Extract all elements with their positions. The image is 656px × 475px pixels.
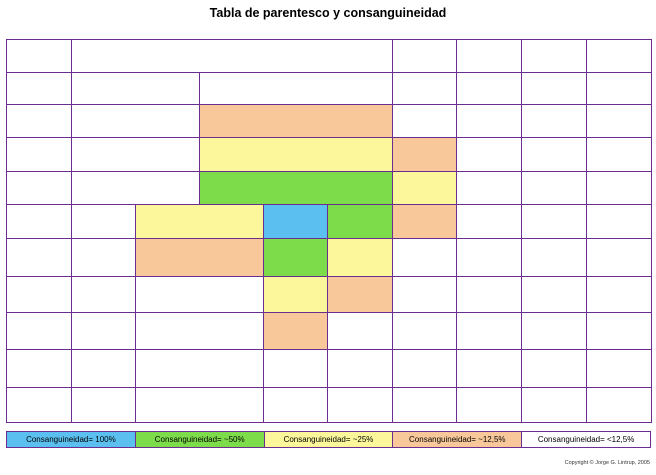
empty-cell	[521, 72, 587, 105]
empty-cell	[392, 387, 457, 423]
empty-cell	[456, 39, 522, 73]
empty-cell	[6, 349, 72, 388]
cell-tios-bisabuelos-segundos	[456, 104, 522, 138]
cell-tios-bisabuelos-terceros	[521, 104, 587, 138]
empty-cell	[521, 312, 587, 350]
cell-tiastros	[6, 171, 72, 205]
empty-cell	[71, 349, 136, 388]
copyright: Copyright © Jorge G. Lintrup, 2005	[564, 460, 650, 466]
empty-cell	[6, 104, 72, 138]
empty-cell	[6, 312, 72, 350]
cell-sobrinos-nietos-segundos	[392, 276, 457, 313]
cell-tios-bisabuelos	[392, 104, 457, 138]
cell-primos-cuartos	[586, 204, 652, 239]
empty-cell	[521, 39, 587, 73]
cell-sobrinos-nietos-terceros	[456, 276, 522, 313]
cell-hermanos	[327, 204, 393, 239]
cell-tios-tatarabuelos	[392, 72, 457, 105]
legend-100: Consanguineidad= 100%	[7, 432, 136, 447]
cell-sobrinastros-segundos	[6, 238, 72, 277]
cell-sobrinos-tataranietos	[327, 349, 393, 388]
empty-cell	[6, 387, 72, 423]
cell-nietos	[263, 276, 328, 313]
cell-tios-abuelos-segundos	[456, 137, 522, 172]
cell-padrastro	[71, 171, 200, 205]
cell-tios	[392, 171, 457, 205]
empty-cell	[6, 72, 72, 105]
empty-cell	[586, 349, 652, 388]
cell-hijos	[263, 238, 328, 277]
cell-probante	[263, 204, 328, 239]
legend	[6, 431, 651, 448]
legend-12-5: Consanguineidad= ~12,5%	[393, 432, 522, 447]
cell-cuartoabuelos	[71, 39, 393, 73]
cell-sobrinos-segundos	[392, 238, 457, 277]
cell-tios-abuelos-cuartos	[586, 137, 652, 172]
empty-cell	[586, 387, 652, 423]
cell-tios-tatarabuelos-segundos	[456, 72, 522, 105]
cell-choznos	[263, 387, 328, 423]
empty-cell	[135, 387, 264, 423]
cell-tios-cuartoabuelos	[392, 39, 457, 73]
cell-sobrinos-carnales	[327, 238, 393, 277]
cell-tios-abuelos-terceros	[521, 137, 587, 172]
cell-primos-hermanastros	[6, 204, 72, 239]
cell-tios-abuelos	[392, 137, 457, 172]
cell-sobrinos-bisnietos-terceros	[456, 312, 522, 350]
page-title: Tabla de parentesco y consanguineidad	[209, 6, 447, 20]
empty-cell	[586, 312, 652, 350]
empty-cell	[456, 349, 522, 388]
empty-cell	[586, 276, 652, 313]
cell-etc-1	[71, 312, 136, 350]
cell-tataranietos	[263, 349, 328, 388]
cell-sobrinos-nietos-cuartos	[521, 276, 587, 313]
cell-bisnietos	[263, 312, 328, 350]
cell-sobrinos-tataranietos-segundos	[392, 349, 457, 388]
cell-sobrinos-bisnietos-segundos	[392, 312, 457, 350]
empty-cell	[6, 39, 72, 73]
cell-tios-terceros	[521, 171, 587, 205]
cell-sobrinastros	[71, 238, 136, 277]
cell-nietastros	[71, 276, 136, 313]
cell-resobrinos	[327, 276, 393, 313]
empty-cell	[456, 387, 522, 423]
legend-50: Consanguineidad= ~50%	[136, 432, 265, 447]
empty-cell	[521, 349, 587, 388]
cell-tatarabuelastros	[71, 72, 200, 105]
cell-primos-segundos	[456, 204, 522, 239]
legend-lt-12-5: Consanguineidad= <12,5%	[522, 432, 650, 447]
empty-cell	[586, 39, 652, 73]
legend-25: Consanguineidad= ~25%	[265, 432, 394, 447]
cell-hermanastros	[71, 204, 136, 239]
cell-medio-hermanos	[135, 204, 264, 239]
cell-etc-2	[135, 349, 264, 388]
cell-bisabuelos	[199, 104, 393, 138]
cell-sobrinos-choznos	[327, 387, 393, 423]
cell-sobrinos-terceros	[456, 238, 522, 277]
empty-cell	[6, 137, 72, 172]
cell-tatarabuelos	[199, 72, 393, 105]
cell-bisabuelastros	[71, 104, 200, 138]
cell-medio-nietos	[135, 276, 264, 313]
cell-primos-terceros	[521, 204, 587, 239]
cell-medio-bisnietos	[135, 312, 264, 350]
cell-tios-cuartos	[586, 171, 652, 205]
cell-medio-sobrinos	[135, 238, 264, 277]
cell-sobrinos-cuartos	[521, 238, 587, 277]
empty-cell	[586, 72, 652, 105]
cell-abuelastros	[71, 137, 200, 172]
cell-sobrinos-bisnietos	[327, 312, 393, 350]
cell-tios-segundos	[456, 171, 522, 205]
cell-padre	[199, 171, 393, 205]
kinship-table	[6, 39, 651, 422]
empty-cell	[6, 276, 72, 313]
cell-abuelos	[199, 137, 393, 172]
empty-cell	[71, 387, 136, 423]
empty-cell	[521, 387, 587, 423]
cell-primos-hermanos	[392, 204, 457, 239]
empty-cell	[586, 104, 652, 138]
cell-sobrinos-quintos	[586, 238, 652, 277]
